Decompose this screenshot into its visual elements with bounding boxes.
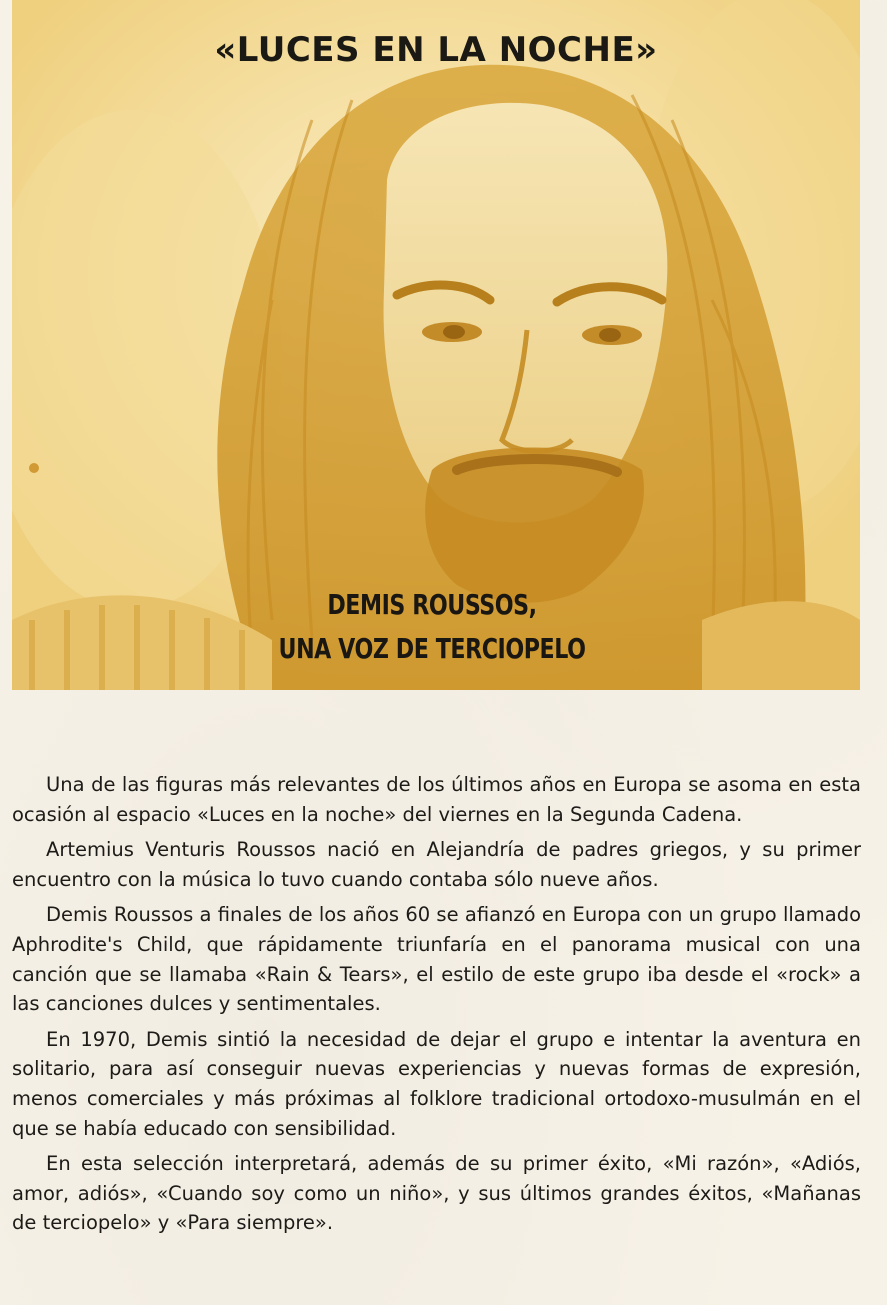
portrait-photo bbox=[12, 0, 860, 690]
page-title: «LUCES EN LA NOCHE» bbox=[214, 30, 658, 70]
article-paragraph: Demis Roussos a finales de los años 60 se afianzó en Europa con un grupo llamado Aphrodite's Child, que rápidamente triunfaría en el panorama musical con una canción que se llamaba «Rain & Tears», el estilo de este grupo iba desde el «rock» a las canciones dulces y sentimentales. bbox=[12, 903, 861, 1016]
article-paragraph: Artemius Venturis Roussos nació en Alejandría de padres griegos, y su primer encuentro con la música lo tuvo cuando contaba sólo nueve años. bbox=[12, 838, 861, 891]
article-body bbox=[12, 770, 861, 1244]
photo-caption bbox=[238, 583, 625, 671]
caption-line-1: DEMIS ROUSSOS, bbox=[327, 588, 537, 621]
article-paragraph: En 1970, Demis sintió la necesidad de dejar el grupo e intentar la aventura en solitario, para así conseguir nuevas experiencias y nuevas formas de expresión, menos comerciales y más próximas al folklore tradicional ortodoxo-musulmán en el que se había educado con sensibilidad. bbox=[12, 1027, 861, 1140]
caption-line-2: UNA VOZ DE TERCIOPELO bbox=[278, 632, 586, 665]
article-paragraph: Una de las figuras más relevantes de los últimos años en Europa se asoma en esta ocasión al espacio «Luces en la noche» del viernes en la Segunda Cadena. bbox=[12, 773, 861, 826]
article-paragraph: En esta selección interpretará, además de su primer éxito, «Mi razón», «Adiós, amor, adiós», «Cuando soy como un niño», y sus últimos grandes éxitos, «Mañanas de terciopelo» y «Para siempre». bbox=[12, 1152, 861, 1235]
